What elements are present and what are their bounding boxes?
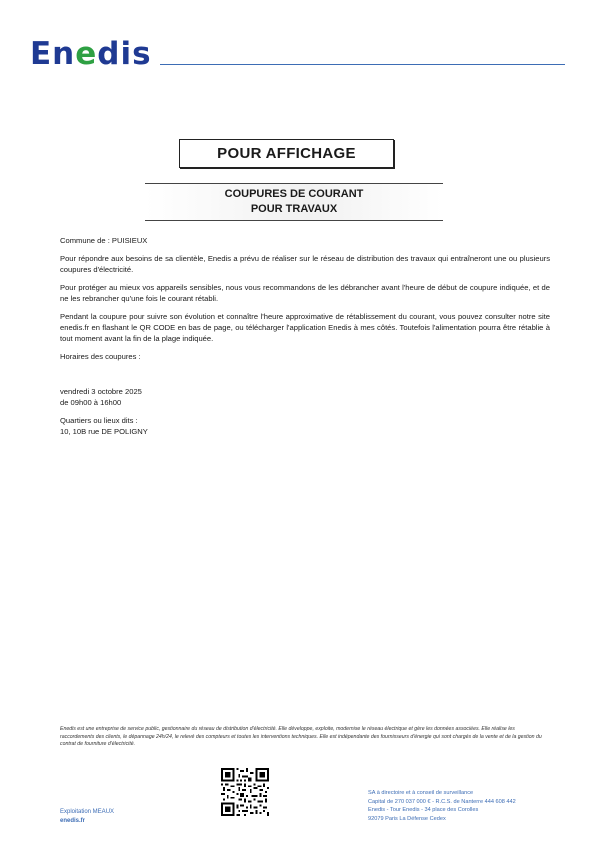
notice-label: POUR AFFICHAGE (217, 145, 356, 162)
logo-text: Enedis (30, 36, 152, 72)
quartiers-label: Quartiers ou lieux dits : (60, 416, 138, 425)
qr-code[interactable] (221, 768, 269, 816)
footer-company-line2: Capital de 270 037 000 € - R.C.S. de Nanterre 444 608 442 (368, 798, 516, 805)
footer-company-line4: 92079 Paris La Défense Cedex (368, 815, 446, 822)
outage-date: vendredi 3 octobre 2025 (60, 387, 142, 396)
header-rule (160, 64, 565, 65)
footer-left (60, 808, 114, 826)
footer-website-link[interactable]: enedis.fr (60, 818, 86, 824)
notice-body (60, 235, 550, 437)
footer-company-line1: SA à directoire et à conseil de surveillance (368, 790, 474, 796)
notice-title-box (145, 183, 443, 221)
commune: Commune de : PUISIEUX (60, 236, 148, 245)
notice-title-line2: POUR TRAVAUX (250, 203, 338, 215)
horaires-label: Horaires des coupures : (60, 352, 141, 361)
footer-company-info (368, 789, 516, 823)
legal-notice: Enedis est une entreprise de service public, gestionnaire du réseau de distribution d'électricité. Elle développe, exploite, modernise le réseau électrique et gère les données associées. Elle réalise les raccordements des clients, le dépannage 24h/24, le relevé des compteurs et toutes les interventions techniques. Elle est indépendante des fournisseurs d'énergie qui sont chargés de la vente et de la gestion du contrat de fourniture d'électricité. (60, 726, 542, 748)
enedis-logo (30, 38, 152, 70)
paragraph-protect: Pour protéger au mieux vos appareils sensibles, nous vous recommandons de les débrancher avant l'heure de début de coupure indiquée, et de ne les rebrancher qu'une fois le courant rétabli. (60, 283, 550, 303)
paragraph-needs: Pour répondre aux besoins de sa clientèle, Enedis a prévu de réaliser sur le réseau de distribution des travaux qui entraîneront une ou plusieurs coupures d'électricité. (60, 254, 550, 274)
footer-company-line3: Enedis - Tour Enedis - 34 place des Corolles (368, 807, 479, 813)
notice-label-box (179, 139, 394, 168)
paragraph-follow: Pendant la coupure pour suivre son évolution et connaître l'heure approximative de rétablissement du courant, vous pouvez consulter notre site enedis.fr en flashant le QR CODE en bas de page, ou télécharger l'application Enedis à mes côtés. Toutefois l'alimentation pourra être rétablie à tout moment avant la fin de la plage indiquée. (60, 312, 550, 343)
outage-time: de 09h00 à 16h00 (60, 398, 122, 407)
notice-title-line1: COUPURES DE COURANT (224, 188, 364, 200)
footer-exploitation: Exploitation MEAUX (60, 809, 115, 815)
outage-address: 10, 10B rue DE POLIGNY (60, 427, 148, 436)
